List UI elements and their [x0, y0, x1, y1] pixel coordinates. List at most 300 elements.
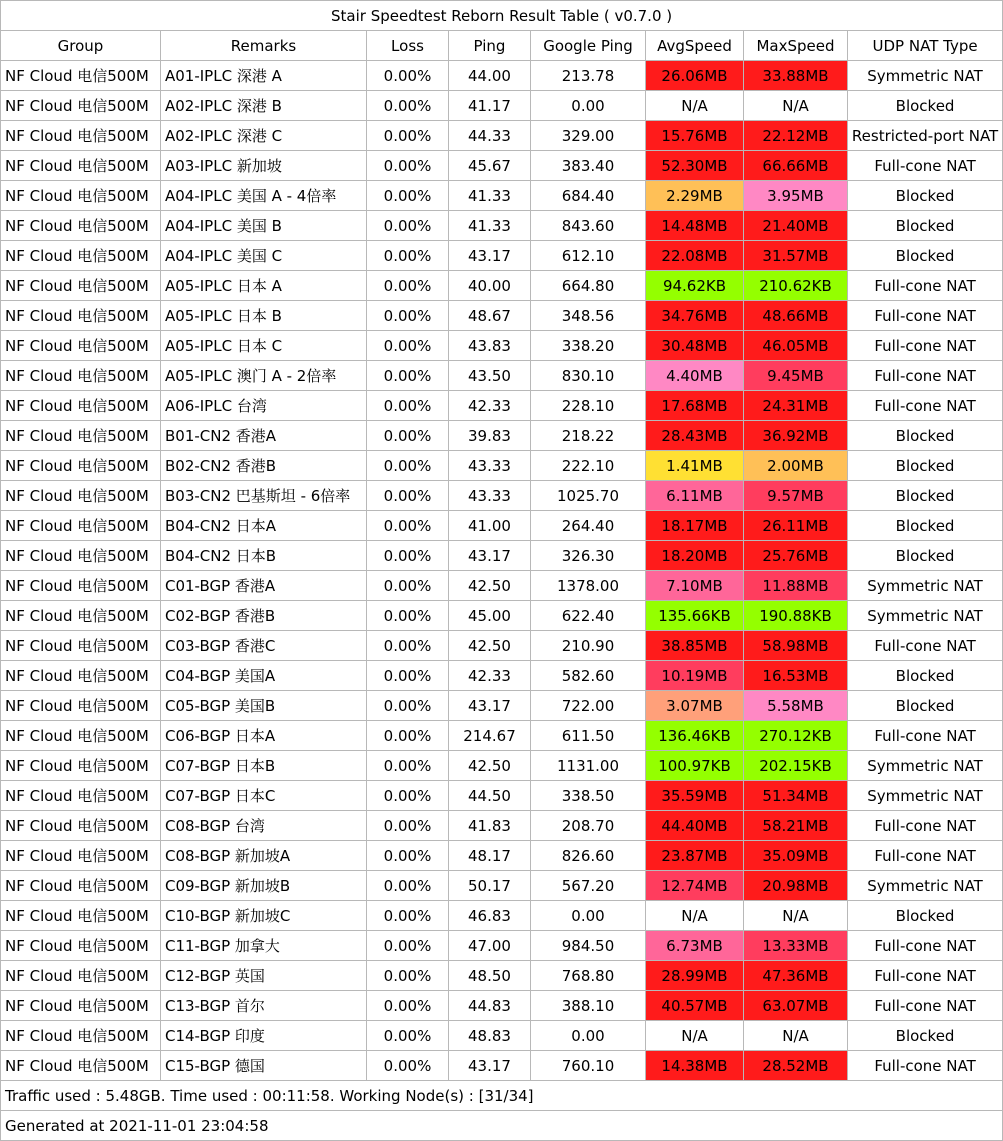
cell-avg-speed: 44.40MB	[646, 811, 744, 841]
cell-avg-speed: 12.74MB	[646, 871, 744, 901]
cell-group: NF Cloud 电信500M	[1, 631, 161, 661]
cell-loss: 0.00%	[367, 511, 449, 541]
cell-remarks: C02-BGP 香港B	[161, 601, 367, 631]
table-row	[1, 481, 1003, 511]
header-ping: Ping	[449, 31, 531, 61]
footer-row	[1, 1111, 1003, 1141]
cell-google-ping: 664.80	[531, 271, 646, 301]
cell-udp-nat-type: Full-cone NAT	[848, 931, 1003, 961]
cell-loss: 0.00%	[367, 601, 449, 631]
table-row	[1, 121, 1003, 151]
cell-loss: 0.00%	[367, 811, 449, 841]
cell-udp-nat-type: Full-cone NAT	[848, 961, 1003, 991]
table-row	[1, 871, 1003, 901]
cell-group: NF Cloud 电信500M	[1, 331, 161, 361]
cell-max-speed: 210.62KB	[744, 271, 848, 301]
table-row	[1, 991, 1003, 1021]
cell-ping: 48.67	[449, 301, 531, 331]
table-row	[1, 421, 1003, 451]
cell-loss: 0.00%	[367, 751, 449, 781]
cell-udp-nat-type: Full-cone NAT	[848, 811, 1003, 841]
cell-avg-speed: 10.19MB	[646, 661, 744, 691]
cell-avg-speed: N/A	[646, 1021, 744, 1051]
cell-loss: 0.00%	[367, 781, 449, 811]
cell-avg-speed: 2.29MB	[646, 181, 744, 211]
cell-ping: 42.33	[449, 661, 531, 691]
cell-remarks: B03-CN2 巴基斯坦 - 6倍率	[161, 481, 367, 511]
cell-group: NF Cloud 电信500M	[1, 61, 161, 91]
cell-avg-speed: 18.17MB	[646, 511, 744, 541]
cell-avg-speed: 30.48MB	[646, 331, 744, 361]
cell-ping: 43.17	[449, 691, 531, 721]
cell-udp-nat-type: Blocked	[848, 1021, 1003, 1051]
cell-group: NF Cloud 电信500M	[1, 511, 161, 541]
table-row	[1, 901, 1003, 931]
cell-max-speed: 9.45MB	[744, 361, 848, 391]
cell-google-ping: 338.20	[531, 331, 646, 361]
cell-loss: 0.00%	[367, 1051, 449, 1081]
cell-google-ping: 622.40	[531, 601, 646, 631]
cell-remarks: C03-BGP 香港C	[161, 631, 367, 661]
table-row	[1, 751, 1003, 781]
table-row	[1, 661, 1003, 691]
cell-max-speed: 35.09MB	[744, 841, 848, 871]
header-google-ping: Google Ping	[531, 31, 646, 61]
table-row	[1, 811, 1003, 841]
cell-loss: 0.00%	[367, 1021, 449, 1051]
cell-loss: 0.00%	[367, 361, 449, 391]
cell-group: NF Cloud 电信500M	[1, 991, 161, 1021]
cell-google-ping: 1131.00	[531, 751, 646, 781]
cell-udp-nat-type: Full-cone NAT	[848, 331, 1003, 361]
cell-max-speed: 33.88MB	[744, 61, 848, 91]
cell-udp-nat-type: Blocked	[848, 901, 1003, 931]
cell-ping: 47.00	[449, 931, 531, 961]
cell-loss: 0.00%	[367, 691, 449, 721]
cell-udp-nat-type: Full-cone NAT	[848, 391, 1003, 421]
cell-avg-speed: 100.97KB	[646, 751, 744, 781]
cell-group: NF Cloud 电信500M	[1, 361, 161, 391]
cell-ping: 45.00	[449, 601, 531, 631]
table-row	[1, 541, 1003, 571]
cell-google-ping: 760.10	[531, 1051, 646, 1081]
cell-remarks: C08-BGP 新加坡A	[161, 841, 367, 871]
table-row	[1, 631, 1003, 661]
cell-max-speed: 2.00MB	[744, 451, 848, 481]
header-remarks: Remarks	[161, 31, 367, 61]
cell-remarks: B02-CN2 香港B	[161, 451, 367, 481]
table-row	[1, 151, 1003, 181]
cell-max-speed: 58.21MB	[744, 811, 848, 841]
cell-remarks: C01-BGP 香港A	[161, 571, 367, 601]
cell-remarks: C13-BGP 首尔	[161, 991, 367, 1021]
cell-loss: 0.00%	[367, 331, 449, 361]
header-udp-nat-type: UDP NAT Type	[848, 31, 1003, 61]
cell-max-speed: 13.33MB	[744, 931, 848, 961]
cell-max-speed: 5.58MB	[744, 691, 848, 721]
table-row	[1, 211, 1003, 241]
cell-max-speed: 16.53MB	[744, 661, 848, 691]
cell-max-speed: 47.36MB	[744, 961, 848, 991]
cell-google-ping: 208.70	[531, 811, 646, 841]
cell-remarks: C11-BGP 加拿大	[161, 931, 367, 961]
cell-avg-speed: 22.08MB	[646, 241, 744, 271]
cell-google-ping: 826.60	[531, 841, 646, 871]
cell-udp-nat-type: Blocked	[848, 451, 1003, 481]
cell-udp-nat-type: Symmetric NAT	[848, 571, 1003, 601]
cell-max-speed: N/A	[744, 901, 848, 931]
cell-loss: 0.00%	[367, 241, 449, 271]
cell-udp-nat-type: Full-cone NAT	[848, 271, 1003, 301]
cell-loss: 0.00%	[367, 631, 449, 661]
cell-google-ping: 388.10	[531, 991, 646, 1021]
cell-group: NF Cloud 电信500M	[1, 151, 161, 181]
cell-ping: 48.50	[449, 961, 531, 991]
cell-loss: 0.00%	[367, 901, 449, 931]
cell-group: NF Cloud 电信500M	[1, 211, 161, 241]
cell-udp-nat-type: Blocked	[848, 421, 1003, 451]
cell-google-ping: 768.80	[531, 961, 646, 991]
table-row	[1, 781, 1003, 811]
cell-max-speed: 66.66MB	[744, 151, 848, 181]
cell-loss: 0.00%	[367, 121, 449, 151]
cell-ping: 48.17	[449, 841, 531, 871]
cell-avg-speed: 26.06MB	[646, 61, 744, 91]
cell-ping: 45.67	[449, 151, 531, 181]
cell-remarks: C15-BGP 德国	[161, 1051, 367, 1081]
cell-max-speed: 190.88KB	[744, 601, 848, 631]
cell-google-ping: 567.20	[531, 871, 646, 901]
cell-ping: 42.50	[449, 571, 531, 601]
cell-loss: 0.00%	[367, 211, 449, 241]
cell-udp-nat-type: Blocked	[848, 691, 1003, 721]
cell-max-speed: 24.31MB	[744, 391, 848, 421]
cell-group: NF Cloud 电信500M	[1, 661, 161, 691]
cell-udp-nat-type: Full-cone NAT	[848, 361, 1003, 391]
cell-group: NF Cloud 电信500M	[1, 1051, 161, 1081]
cell-avg-speed: N/A	[646, 91, 744, 121]
cell-udp-nat-type: Symmetric NAT	[848, 601, 1003, 631]
header-group: Group	[1, 31, 161, 61]
cell-max-speed: 63.07MB	[744, 991, 848, 1021]
cell-max-speed: 58.98MB	[744, 631, 848, 661]
cell-loss: 0.00%	[367, 301, 449, 331]
cell-max-speed: 202.15KB	[744, 751, 848, 781]
cell-google-ping: 684.40	[531, 181, 646, 211]
cell-google-ping: 612.10	[531, 241, 646, 271]
cell-max-speed: 9.57MB	[744, 481, 848, 511]
cell-remarks: C14-BGP 印度	[161, 1021, 367, 1051]
cell-group: NF Cloud 电信500M	[1, 601, 161, 631]
cell-avg-speed: 35.59MB	[646, 781, 744, 811]
table-row	[1, 451, 1003, 481]
table-row	[1, 271, 1003, 301]
cell-ping: 43.33	[449, 451, 531, 481]
cell-remarks: C04-BGP 美国A	[161, 661, 367, 691]
cell-ping: 43.17	[449, 1051, 531, 1081]
cell-loss: 0.00%	[367, 841, 449, 871]
cell-google-ping: 329.00	[531, 121, 646, 151]
cell-avg-speed: 4.40MB	[646, 361, 744, 391]
cell-google-ping: 722.00	[531, 691, 646, 721]
cell-loss: 0.00%	[367, 541, 449, 571]
table-row	[1, 241, 1003, 271]
table-row	[1, 1051, 1003, 1081]
footer-traffic: Traffic used : 5.48GB. Time used : 00:11:58. Working Node(s) : [31/34]	[1, 1081, 1003, 1111]
cell-group: NF Cloud 电信500M	[1, 811, 161, 841]
cell-udp-nat-type: Full-cone NAT	[848, 991, 1003, 1021]
cell-max-speed: 51.34MB	[744, 781, 848, 811]
table-row	[1, 511, 1003, 541]
cell-remarks: C07-BGP 日本B	[161, 751, 367, 781]
cell-google-ping: 0.00	[531, 901, 646, 931]
cell-remarks: A05-IPLC 澳门 A - 2倍率	[161, 361, 367, 391]
cell-group: NF Cloud 电信500M	[1, 451, 161, 481]
cell-max-speed: 22.12MB	[744, 121, 848, 151]
cell-udp-nat-type: Full-cone NAT	[848, 151, 1003, 181]
cell-avg-speed: 3.07MB	[646, 691, 744, 721]
cell-group: NF Cloud 电信500M	[1, 481, 161, 511]
cell-udp-nat-type: Symmetric NAT	[848, 751, 1003, 781]
cell-max-speed: N/A	[744, 91, 848, 121]
cell-remarks: A04-IPLC 美国 C	[161, 241, 367, 271]
cell-group: NF Cloud 电信500M	[1, 691, 161, 721]
cell-ping: 41.83	[449, 811, 531, 841]
cell-group: NF Cloud 电信500M	[1, 121, 161, 151]
cell-max-speed: 270.12KB	[744, 721, 848, 751]
cell-loss: 0.00%	[367, 151, 449, 181]
cell-google-ping: 210.90	[531, 631, 646, 661]
cell-remarks: A04-IPLC 美国 B	[161, 211, 367, 241]
cell-group: NF Cloud 电信500M	[1, 541, 161, 571]
cell-avg-speed: 7.10MB	[646, 571, 744, 601]
cell-ping: 43.17	[449, 541, 531, 571]
cell-loss: 0.00%	[367, 421, 449, 451]
cell-udp-nat-type: Blocked	[848, 661, 1003, 691]
cell-google-ping: 222.10	[531, 451, 646, 481]
cell-google-ping: 984.50	[531, 931, 646, 961]
cell-avg-speed: 1.41MB	[646, 451, 744, 481]
cell-group: NF Cloud 电信500M	[1, 271, 161, 301]
cell-group: NF Cloud 电信500M	[1, 301, 161, 331]
cell-avg-speed: 14.48MB	[646, 211, 744, 241]
cell-group: NF Cloud 电信500M	[1, 841, 161, 871]
cell-max-speed: 26.11MB	[744, 511, 848, 541]
cell-group: NF Cloud 电信500M	[1, 901, 161, 931]
cell-avg-speed: 6.73MB	[646, 931, 744, 961]
cell-group: NF Cloud 电信500M	[1, 421, 161, 451]
cell-ping: 214.67	[449, 721, 531, 751]
cell-udp-nat-type: Full-cone NAT	[848, 721, 1003, 751]
cell-avg-speed: 14.38MB	[646, 1051, 744, 1081]
cell-udp-nat-type: Blocked	[848, 241, 1003, 271]
table-row	[1, 61, 1003, 91]
footer-generated: Generated at 2021-11-01 23:04:58	[1, 1111, 1003, 1141]
cell-udp-nat-type: Symmetric NAT	[848, 871, 1003, 901]
cell-ping: 43.17	[449, 241, 531, 271]
cell-ping: 42.50	[449, 751, 531, 781]
cell-remarks: C12-BGP 英国	[161, 961, 367, 991]
cell-max-speed: 31.57MB	[744, 241, 848, 271]
table-row	[1, 1021, 1003, 1051]
cell-loss: 0.00%	[367, 481, 449, 511]
cell-udp-nat-type: Symmetric NAT	[848, 61, 1003, 91]
cell-group: NF Cloud 电信500M	[1, 181, 161, 211]
cell-google-ping: 383.40	[531, 151, 646, 181]
cell-udp-nat-type: Full-cone NAT	[848, 1051, 1003, 1081]
cell-ping: 44.33	[449, 121, 531, 151]
cell-avg-speed: 135.66KB	[646, 601, 744, 631]
table-row	[1, 331, 1003, 361]
cell-loss: 0.00%	[367, 571, 449, 601]
cell-remarks: B04-CN2 日本A	[161, 511, 367, 541]
cell-google-ping: 213.78	[531, 61, 646, 91]
cell-udp-nat-type: Symmetric NAT	[848, 781, 1003, 811]
cell-ping: 39.83	[449, 421, 531, 451]
cell-remarks: A05-IPLC 日本 A	[161, 271, 367, 301]
cell-avg-speed: 28.43MB	[646, 421, 744, 451]
cell-avg-speed: 17.68MB	[646, 391, 744, 421]
cell-ping: 43.83	[449, 331, 531, 361]
cell-loss: 0.00%	[367, 961, 449, 991]
cell-udp-nat-type: Blocked	[848, 481, 1003, 511]
cell-avg-speed: 18.20MB	[646, 541, 744, 571]
cell-ping: 42.50	[449, 631, 531, 661]
cell-remarks: C08-BGP 台湾	[161, 811, 367, 841]
cell-max-speed: 20.98MB	[744, 871, 848, 901]
cell-remarks: B01-CN2 香港A	[161, 421, 367, 451]
header-avg-speed: AvgSpeed	[646, 31, 744, 61]
table-row	[1, 91, 1003, 121]
cell-google-ping: 228.10	[531, 391, 646, 421]
cell-loss: 0.00%	[367, 661, 449, 691]
cell-group: NF Cloud 电信500M	[1, 571, 161, 601]
cell-google-ping: 611.50	[531, 721, 646, 751]
table-row	[1, 301, 1003, 331]
cell-remarks: A05-IPLC 日本 B	[161, 301, 367, 331]
cell-ping: 50.17	[449, 871, 531, 901]
cell-udp-nat-type: Blocked	[848, 511, 1003, 541]
cell-group: NF Cloud 电信500M	[1, 751, 161, 781]
cell-google-ping: 348.56	[531, 301, 646, 331]
cell-group: NF Cloud 电信500M	[1, 91, 161, 121]
cell-google-ping: 264.40	[531, 511, 646, 541]
cell-avg-speed: 52.30MB	[646, 151, 744, 181]
cell-google-ping: 843.60	[531, 211, 646, 241]
cell-group: NF Cloud 电信500M	[1, 871, 161, 901]
cell-udp-nat-type: Blocked	[848, 541, 1003, 571]
cell-google-ping: 582.60	[531, 661, 646, 691]
table-row	[1, 361, 1003, 391]
cell-avg-speed: N/A	[646, 901, 744, 931]
cell-google-ping: 0.00	[531, 91, 646, 121]
cell-ping: 43.50	[449, 361, 531, 391]
cell-group: NF Cloud 电信500M	[1, 1021, 161, 1051]
cell-loss: 0.00%	[367, 91, 449, 121]
cell-max-speed: 25.76MB	[744, 541, 848, 571]
cell-remarks: C10-BGP 新加坡C	[161, 901, 367, 931]
cell-ping: 44.50	[449, 781, 531, 811]
cell-loss: 0.00%	[367, 61, 449, 91]
cell-loss: 0.00%	[367, 271, 449, 301]
cell-google-ping: 830.10	[531, 361, 646, 391]
cell-remarks: B04-CN2 日本B	[161, 541, 367, 571]
cell-group: NF Cloud 电信500M	[1, 961, 161, 991]
cell-group: NF Cloud 电信500M	[1, 781, 161, 811]
cell-google-ping: 1025.70	[531, 481, 646, 511]
cell-remarks: A06-IPLC 台湾	[161, 391, 367, 421]
cell-remarks: A02-IPLC 深港 C	[161, 121, 367, 151]
cell-remarks: A04-IPLC 美国 A - 4倍率	[161, 181, 367, 211]
cell-ping: 44.83	[449, 991, 531, 1021]
header-row	[1, 31, 1003, 61]
cell-group: NF Cloud 电信500M	[1, 241, 161, 271]
table-title: Stair Speedtest Reborn Result Table ( v0.7.0 )	[1, 1, 1003, 31]
cell-ping: 41.33	[449, 181, 531, 211]
cell-ping: 41.33	[449, 211, 531, 241]
cell-avg-speed: 34.76MB	[646, 301, 744, 331]
cell-max-speed: N/A	[744, 1021, 848, 1051]
cell-loss: 0.00%	[367, 931, 449, 961]
cell-remarks: A05-IPLC 日本 C	[161, 331, 367, 361]
cell-udp-nat-type: Blocked	[848, 91, 1003, 121]
cell-group: NF Cloud 电信500M	[1, 721, 161, 751]
cell-udp-nat-type: Blocked	[848, 211, 1003, 241]
table-row	[1, 391, 1003, 421]
cell-group: NF Cloud 电信500M	[1, 931, 161, 961]
table-row	[1, 931, 1003, 961]
header-loss: Loss	[367, 31, 449, 61]
cell-max-speed: 36.92MB	[744, 421, 848, 451]
cell-loss: 0.00%	[367, 391, 449, 421]
cell-max-speed: 28.52MB	[744, 1051, 848, 1081]
cell-udp-nat-type: Full-cone NAT	[848, 631, 1003, 661]
cell-avg-speed: 40.57MB	[646, 991, 744, 1021]
table-row	[1, 841, 1003, 871]
table-row	[1, 721, 1003, 751]
cell-remarks: C07-BGP 日本C	[161, 781, 367, 811]
cell-remarks: C05-BGP 美国B	[161, 691, 367, 721]
cell-udp-nat-type: Restricted-port NAT	[848, 121, 1003, 151]
cell-google-ping: 1378.00	[531, 571, 646, 601]
cell-loss: 0.00%	[367, 871, 449, 901]
cell-ping: 41.00	[449, 511, 531, 541]
cell-loss: 0.00%	[367, 181, 449, 211]
cell-remarks: A03-IPLC 新加坡	[161, 151, 367, 181]
table-row	[1, 961, 1003, 991]
cell-avg-speed: 6.11MB	[646, 481, 744, 511]
cell-avg-speed: 94.62KB	[646, 271, 744, 301]
cell-google-ping: 0.00	[531, 1021, 646, 1051]
cell-max-speed: 46.05MB	[744, 331, 848, 361]
cell-ping: 48.83	[449, 1021, 531, 1051]
cell-ping: 40.00	[449, 271, 531, 301]
cell-google-ping: 218.22	[531, 421, 646, 451]
cell-google-ping: 326.30	[531, 541, 646, 571]
cell-loss: 0.00%	[367, 451, 449, 481]
footer-row	[1, 1081, 1003, 1111]
cell-udp-nat-type: Full-cone NAT	[848, 841, 1003, 871]
cell-remarks: C09-BGP 新加坡B	[161, 871, 367, 901]
cell-avg-speed: 15.76MB	[646, 121, 744, 151]
cell-group: NF Cloud 电信500M	[1, 391, 161, 421]
cell-max-speed: 48.66MB	[744, 301, 848, 331]
table-row	[1, 691, 1003, 721]
cell-remarks: A02-IPLC 深港 B	[161, 91, 367, 121]
cell-max-speed: 3.95MB	[744, 181, 848, 211]
cell-avg-speed: 23.87MB	[646, 841, 744, 871]
cell-ping: 41.17	[449, 91, 531, 121]
